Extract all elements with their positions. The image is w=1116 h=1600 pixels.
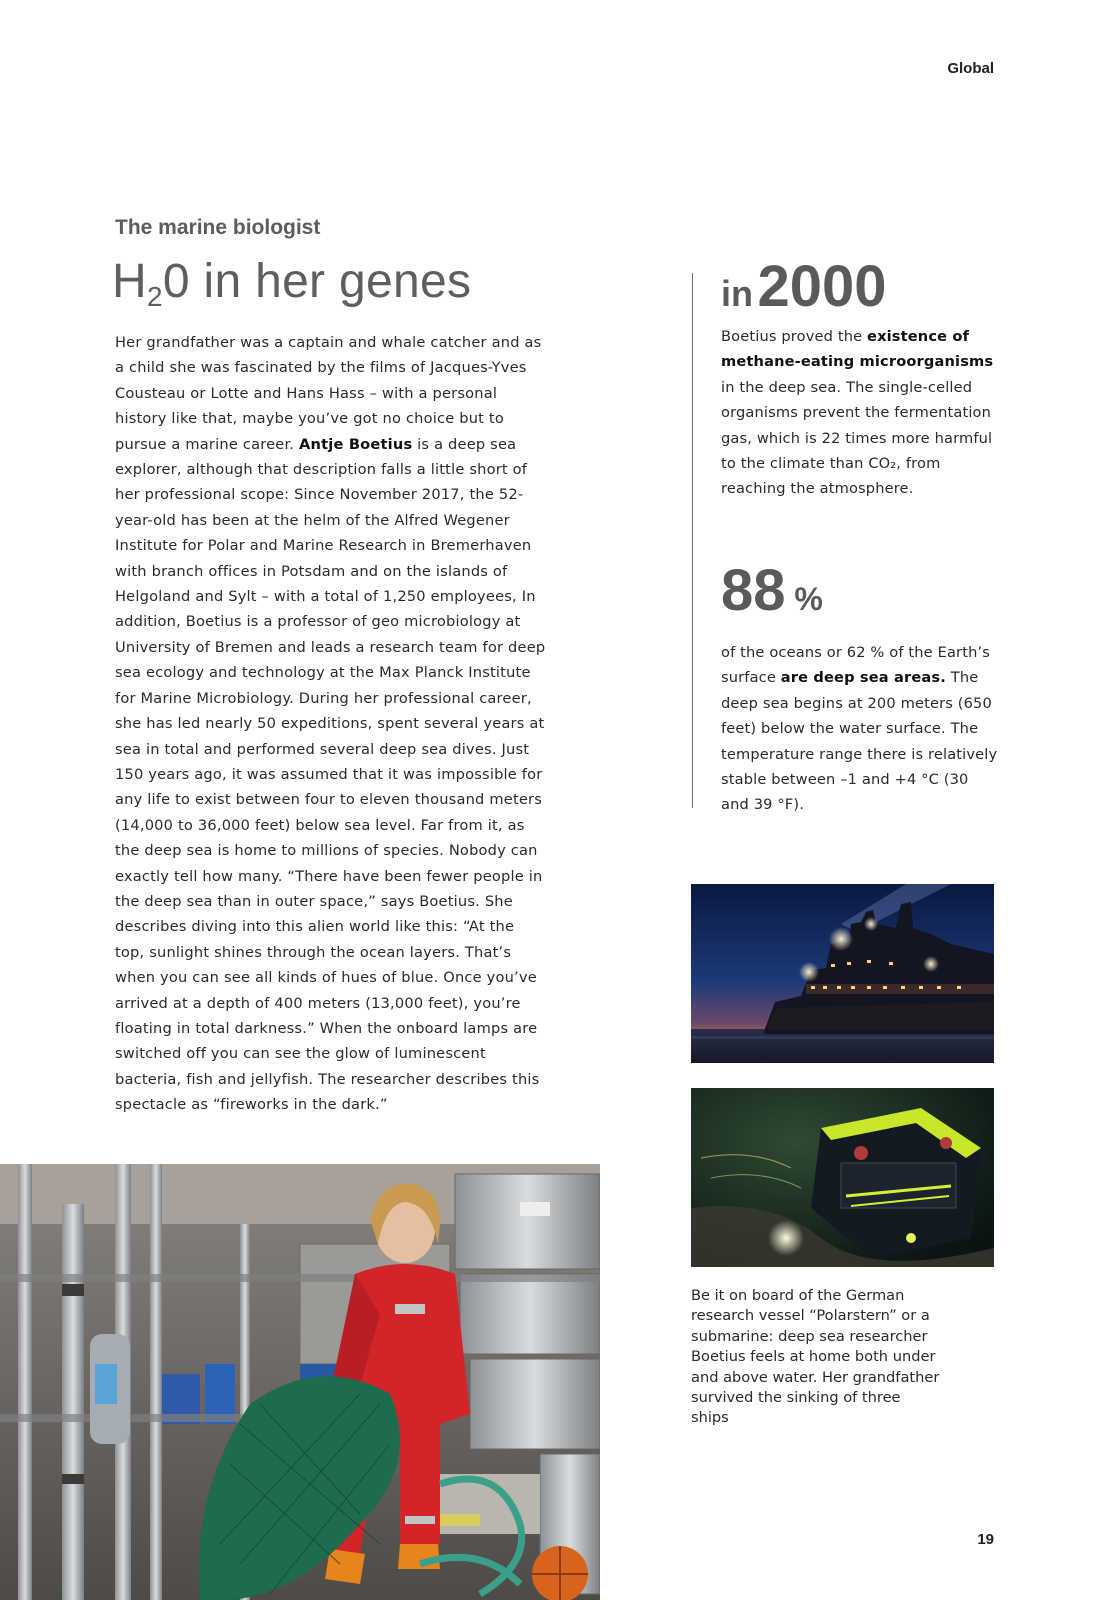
fact-heading-small: in [721,273,753,314]
research-vessel-photo [691,884,994,1063]
fact-box-88-percent [721,558,1001,818]
photo-caption: Be it on board of the German research vessel “Polarstern” or a submarine: deep sea researcher Boetius feels at home both under and above water. Her grandfather survived the sinking of three ships [691,1287,940,1427]
fact-text-bold: are deep sea areas. [780,669,946,687]
fact-heading-big: 88 [721,558,786,623]
fact-text-part: Boetius proved the [721,328,868,345]
article-kicker: The marine biologist [115,216,321,239]
sidebar-divider [692,273,693,808]
page-number: 19 [977,1531,994,1548]
fact-heading [721,254,1001,324]
fact-heading-big: 2000 [757,254,887,319]
headline-rest: 0 in her genes [162,255,472,308]
body-bold-name: Antje Boetius [299,435,413,453]
article-headline [112,252,471,312]
fact-text-part: of the oceans or 62 % of the Earth’s surface [721,644,991,687]
headline-subscript: 2 [146,281,163,312]
fact-heading-small: % [785,581,823,617]
fact-text-part: The deep sea begins at 200 meters (650 feet) below the water surface. The temperature range there is relatively stable between –1 and +4 °C (30 and 39 °F). [721,669,998,814]
body-text-part: is a deep sea explorer, although that description falls a little short of her professional scope: Since November 2017, the 52-year-old has been at the helm of the Alfred Wegener Institute for Polar and Marine Research in Bremerhaven with branch offices in Potsdam and on the islands of Helgoland and Sylt – with a total of 1,250 employees, In addition, Boetius is a professor of geo microbiology at University of Bremen and leads a research team for deep sea ecology and technology at the Max Planck Institute for Marine Microbiology. During her professional career, she has led nearly 50 expeditions, spent several years at sea in total and performed several deep sea dives. Just 150 years ago, it was assumed that it was impossible for any life to exist between four to eleven thousand meters (14,000 to 36,000 feet) below sea level. Far from it, as the deep sea is home to millions of species. Nobody can exactly tell how many. “There have been fewer people in the deep sea than in outer space,” says Boetius. She describes diving into this alien world like this: “At the top, sunlight shines through the ocean layers. That’s when you can see all kinds of hues of blue. Once you’ve arrived at a depth of 400 meters (13,000 feet), you’re floating in total darkness.” When the onboard lamps are switched off you can see the glow of luminescent bacteria, fish and jellyfish. The researcher describes this spectacle as “fireworks in the dark.” [115,435,546,1114]
article-body [115,330,547,1118]
fact-text-bold: existence of methane-eating microorganisms [721,328,994,371]
fact-text [721,640,1001,818]
submarine-photo [691,1088,994,1267]
fact-text-part: in the deep sea. The single-celled organisms prevent the fermentation gas, which is 22 times more harmful to the climate than CO₂, from reaching the atmosphere. [721,378,993,498]
fact-text [721,324,1001,502]
body-text-part: Her grandfather was a captain and whale catcher and as a child she was fascinated by the films of Jacques-Yves Cousteau or Lotte and Hans Hass – with a personal history like that, maybe you’ve got no choice but to pursue a marine career. [115,334,542,453]
fact-heading [721,558,1001,628]
boetius-portrait-photo [0,1164,600,1600]
fact-box-2000 [721,254,1001,502]
section-label: Global [947,60,994,77]
headline-prefix: H [112,255,147,308]
